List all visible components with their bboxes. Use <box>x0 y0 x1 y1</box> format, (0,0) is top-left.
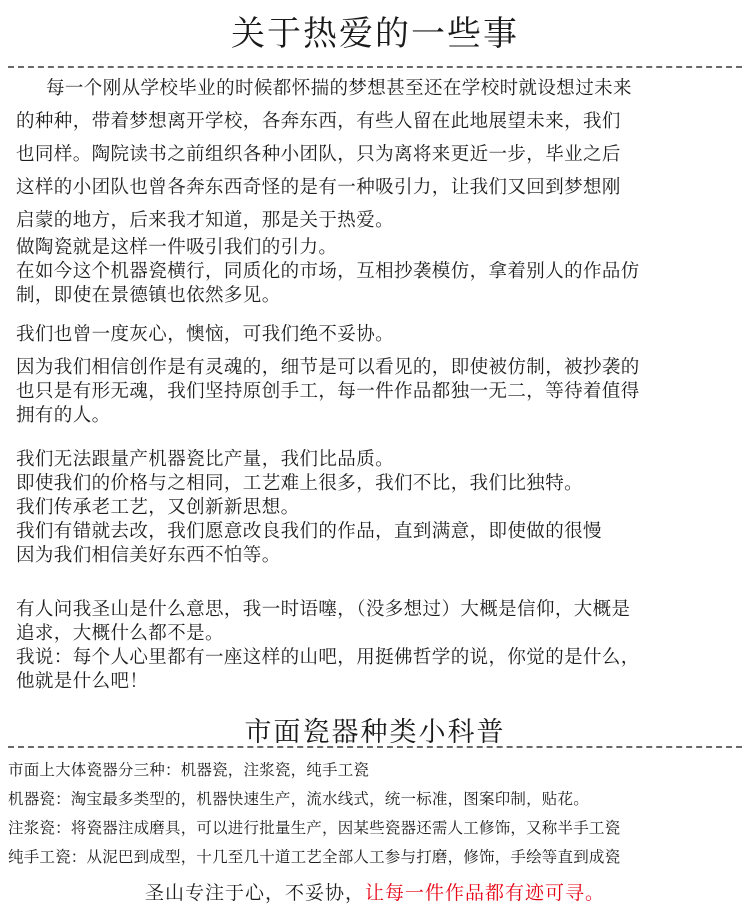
science-line: 纯手工瓷：从泥巴到成型，十几至几十道工艺全部人工参与打磨，修饰，手绘等直到成瓷 <box>8 848 621 866</box>
paragraph-shengshan <box>16 598 740 694</box>
text-line: 我们传承老工艺，又创新新思想。 <box>16 497 300 518</box>
text-line: 也只是有形无魂，我们坚持原创手工，每一件作品都独一无二，等待着值得 <box>16 381 640 402</box>
slogan-highlight: 让每一件作品都有迹可寻。 <box>365 882 606 904</box>
text-line: 我们也曾一度灰心，懊恼，可我们绝不妥协。 <box>16 324 395 345</box>
text-line: 每一个刚从学校毕业的时候都怀揣的梦想甚至还在学校时就设想过未来 <box>46 78 632 99</box>
slogan-text: 圣山专注于心，不妥协， <box>144 882 365 904</box>
title-divider <box>8 66 742 68</box>
text-line: 拥有的人。 <box>16 405 111 426</box>
paragraph-no-compromise <box>16 323 740 347</box>
science-line: 市面上大体瓷器分三种：机器瓷，注浆瓷，纯手工瓷 <box>8 761 370 779</box>
text-line: 我们无法跟量产机器瓷比产量，我们比品质。 <box>16 449 395 470</box>
text-line: 因为我们相信美好东西不怕等。 <box>16 545 281 566</box>
page-title: 关于热爱的一些事 <box>231 14 519 54</box>
text-line: 也同样。陶院读书之前组织各种小团队，只为离将来更近一步，毕业之后 <box>16 144 621 165</box>
text-line: 这样的小团队也曾各奔东西奇怪的是有一种吸引力，让我们又回到梦想刚 <box>16 177 621 198</box>
section-title: 市面瓷器种类小科普 <box>244 717 506 748</box>
paragraph-quality <box>16 448 740 568</box>
intro-paragraph <box>16 72 740 237</box>
science-line: 机器瓷：淘宝最多类型的，机器快速生产，流水线式，统一标准，图案印制，贴花。 <box>8 790 589 808</box>
text-line: 即使我们的价格与之相同，工艺难上很多，我们不比，我们比独特。 <box>16 473 584 494</box>
text-line: 他就是什么吧！ <box>16 671 149 692</box>
text-line: 做陶瓷就是这样一件吸引我们的引力。 <box>16 237 338 258</box>
text-line: 因为我们相信创作是有灵魂的，细节是可以看见的，即使被仿制，被抄袭的 <box>16 357 640 378</box>
text-line: 追求，大概什么都不是。 <box>16 623 224 644</box>
paragraph-originality <box>16 356 740 428</box>
slogan <box>0 878 750 905</box>
text-line: 我们有错就去改，我们愿意改良我们的作品，直到满意，即使做的很慢 <box>16 521 602 542</box>
text-line: 制，即使在景德镇也依然多见。 <box>16 285 281 306</box>
text-line: 在如今这个机器瓷横行，同质化的市场，互相抄袭模仿，拿着别人的作品仿 <box>16 261 640 282</box>
paragraph-attraction <box>16 236 740 308</box>
text-line: 的种种，带着梦想离开学校，各奔东西，有些人留在此地展望未来，我们 <box>16 111 621 132</box>
text-line: 我说：每个人心里都有一座这样的山吧，用挺佛哲学的说，你觉的是什么， <box>16 647 640 668</box>
text-line: 启蒙的地方，后来我才知道，那是关于热爱。 <box>16 210 395 231</box>
science-line: 注浆瓷：将瓷器注成磨具，可以进行批量生产，因某些瓷器还需人工修饰，又称半手工瓷 <box>8 819 621 837</box>
text-line: 有人问我圣山是什么意思，我一时语噻，（没多想过）大概是信仰，大概是 <box>16 599 631 620</box>
section-divider <box>8 746 742 748</box>
